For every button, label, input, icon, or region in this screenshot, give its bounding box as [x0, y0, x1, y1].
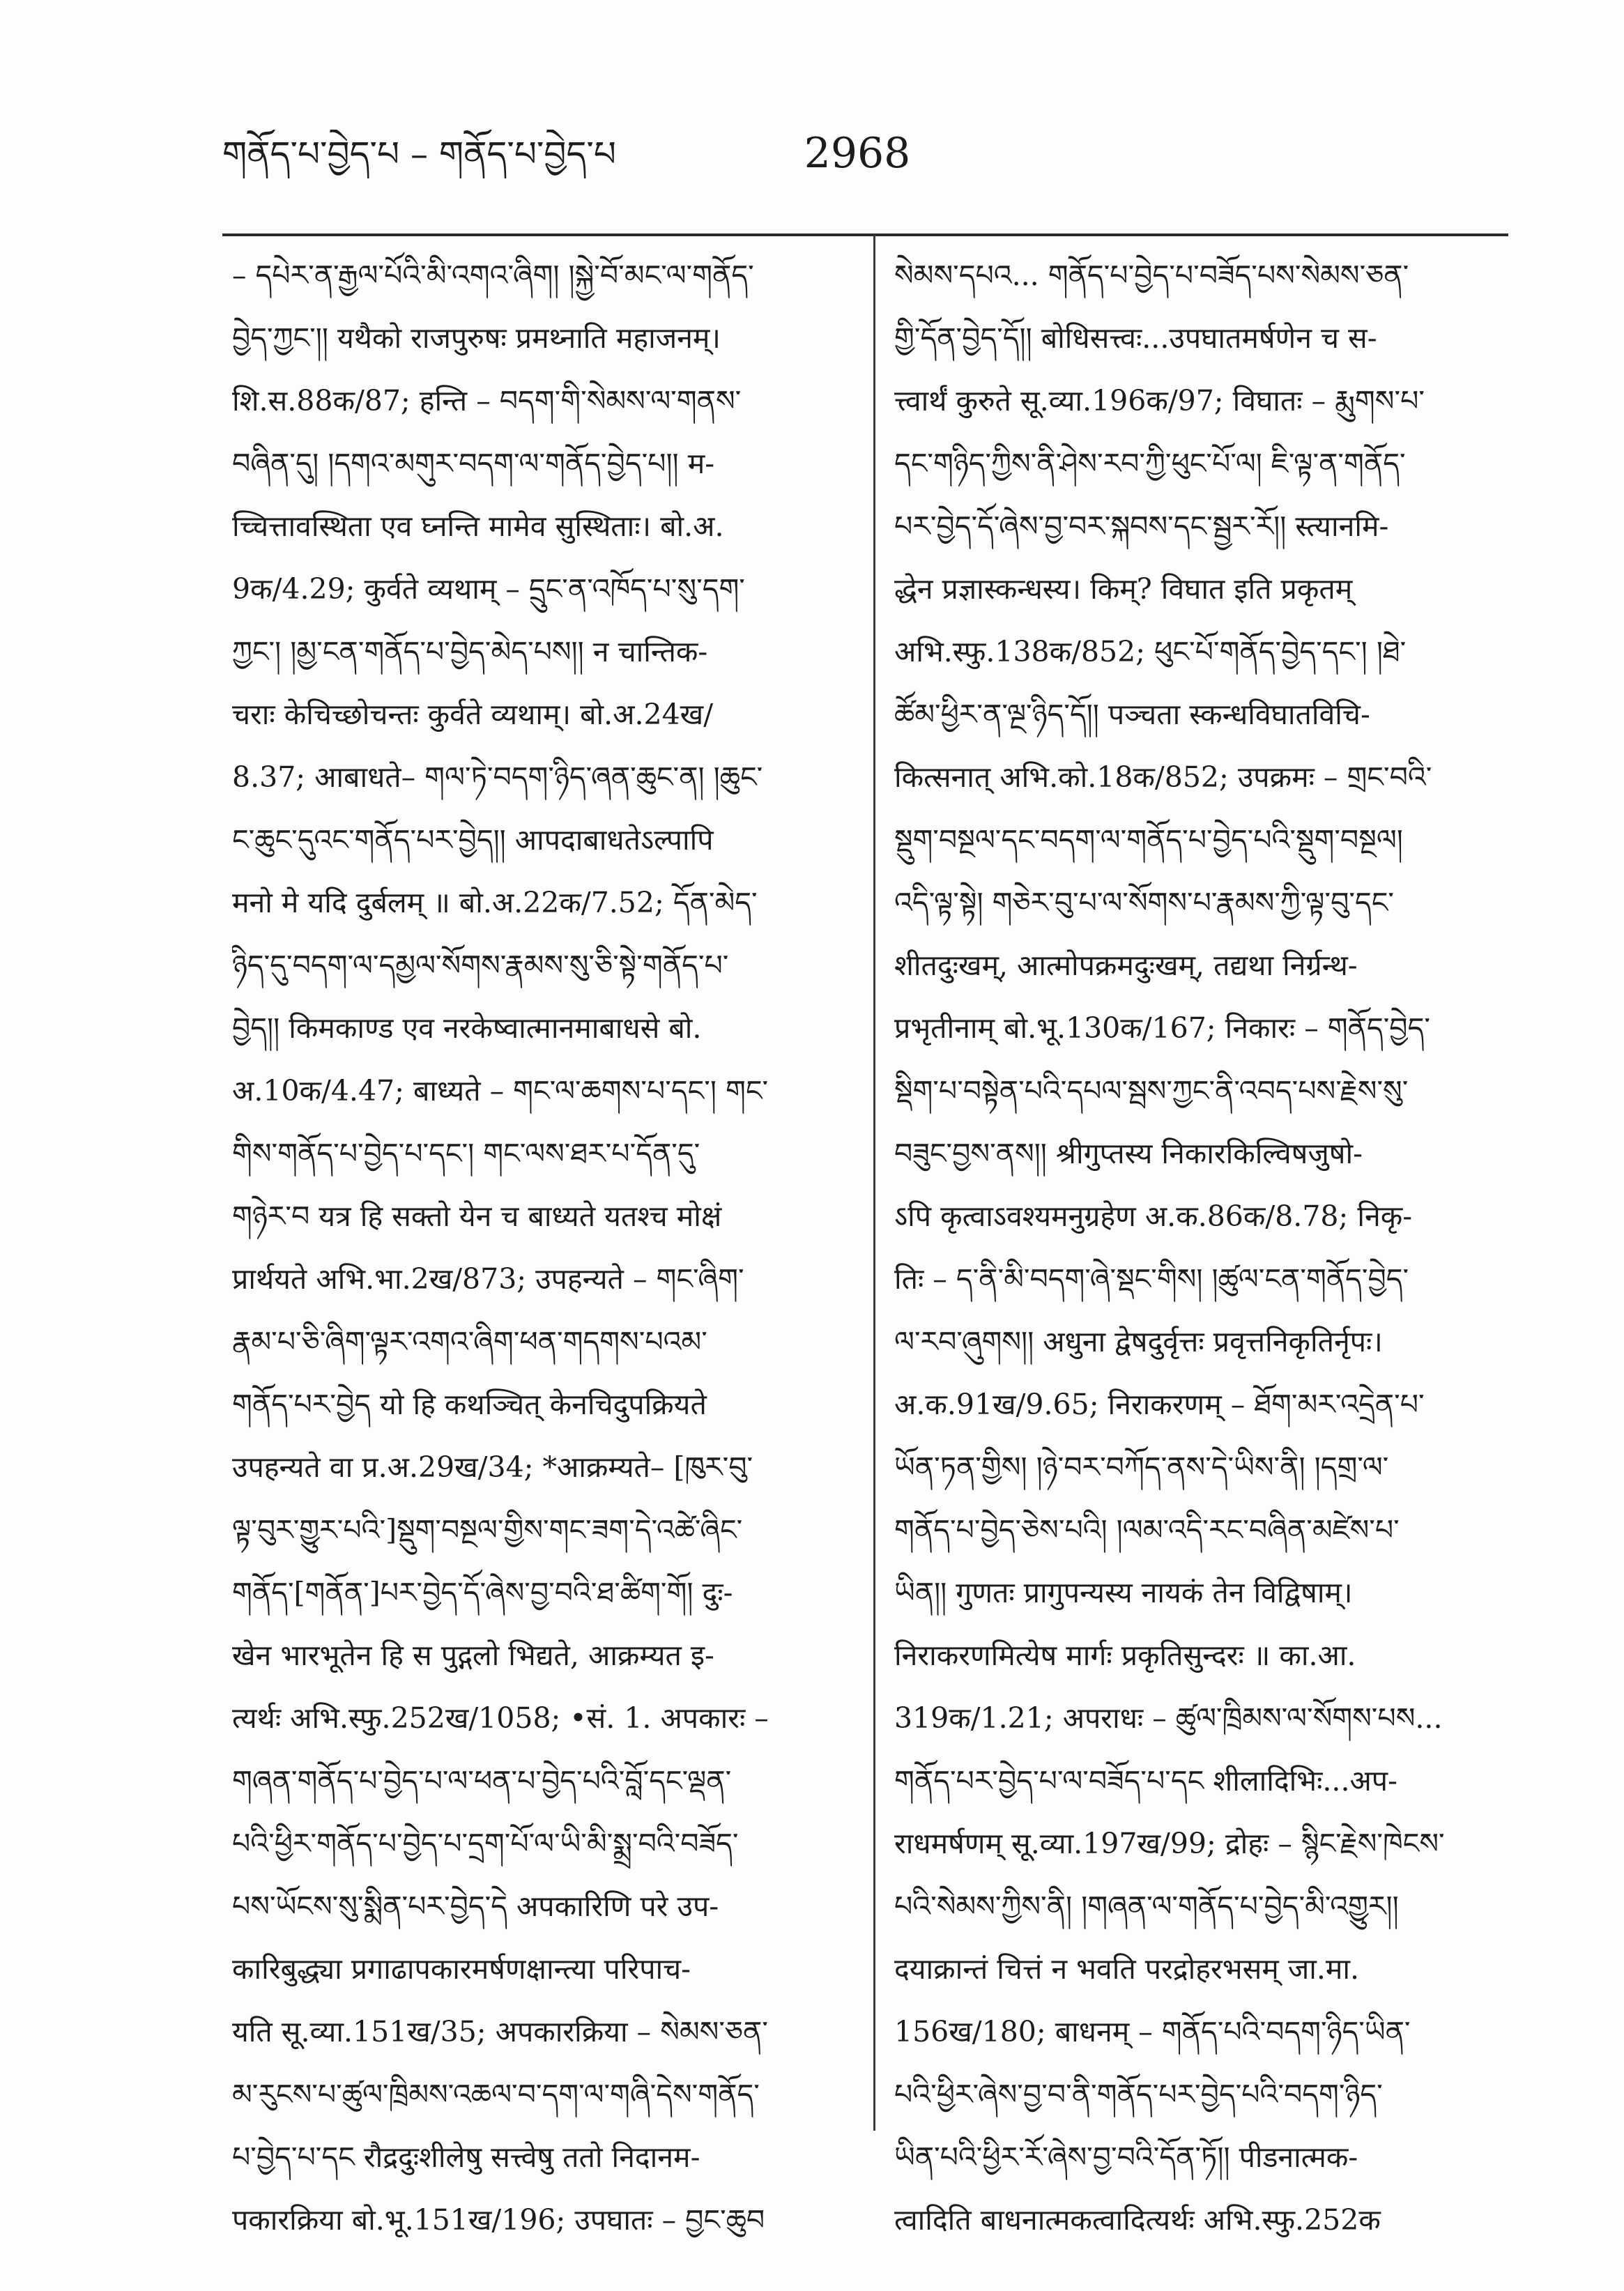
text-line: ཚོམ་ཕྱིར་ན་ལྔ་ཉིད་དོ།། पञ्चता स्कन्धविघातविचि-: [894, 698, 1370, 731]
text-line: གཉེར་བ यत्र हि सक्तो येन च बाध्यते यतश्च मोक्षं: [232, 1200, 722, 1233]
text-line: खेन भारभूतेन हि स पुद्गलो भिद्यते, आक्रम्यत इ-: [232, 1639, 714, 1672]
text-line: བཞིན་དུ། །དགའ་མགུར་བདག་ལ་གནོད་བྱེད་པ།། म-: [232, 447, 715, 480]
text-line: དང་གཉིད་ཀྱིས་ནི་ཤེས་རབ་ཀྱི་ཕུང་པོ་ལ། ཇི་ལྟ་ན་གནོད་: [894, 447, 1406, 480]
text-line: པའི་སེམས་ཀྱིས་ནི། །གཞན་ལ་གནོད་པ་བྱེད་མི་འགྱུར།།: [894, 1890, 1399, 1923]
text-line: त्त्वार्थं कुरुते सू.व्या.196क/97; विघातः – རྨུགས་པ་: [894, 384, 1425, 417]
text-line: कित्सनात् अभि.को.18क/852; उपक्रमः – གྲང་བའི་: [894, 760, 1432, 794]
text-line: यति सू.व्या.151ख/35; अपकारक्रिया – སེམས་ཅན་: [232, 2015, 768, 2048]
text-line: द्धेन प्रज्ञास्कन्धस्य। किम्? विघात इति प्रकृतम्: [894, 572, 1353, 606]
text-line: ཡིན་པའི་ཕྱིར་རོ་ཞེས་བྱ་བའི་དོན་ཏོ།། पीडनात्मक-: [894, 2140, 1358, 2174]
text-line: कारिबुद्ध्या प्रगाढापकारमर्षणक्षान्त्या परिपाच-: [232, 1952, 691, 1986]
left-column: [232, 244, 838, 2265]
text-line: ང་ཆུང་དུའང་གནོད་པར་བྱེད།། आपदाबाधतेऽल्पापि: [232, 823, 714, 857]
text-line: གིས་གནོད་པ་བྱེད་པ་དང་། གང་ལས་ཐར་པ་དོན་དུ་: [232, 1137, 700, 1170]
header-rule: [222, 233, 1508, 236]
text-line: ཀྱང་། །མྱ་ངན་གནོད་པ་བྱེད་མེད་པས།། न चान्तिक-: [232, 635, 708, 668]
text-line: པ་བྱེད་པ་དང रौद्रदुःशीलेषु सत्त्वेषु ततो निदानम-: [232, 2140, 700, 2174]
page-number: 2968: [804, 129, 911, 178]
text-line: གནོད་པ་བྱེད་ཅེས་པའི། །ལམ་འདི་རང་བཞིན་མཛེས་པ་: [894, 1513, 1400, 1547]
text-line: གནོད་པར་བྱེད यो हि कथञ्चित् केनचिदुपक्रियते: [232, 1388, 707, 1421]
text-line: གནོད་[གནོན་]པར་བྱེད་དོ་ཞེས་བྱ་བའི་ཐ་ཚིག་གོ། दुः-: [232, 1576, 733, 1609]
text-line: निराकरणमित्येष मार्गः प्रकृतिसुन्दरः ॥ का.आ.: [894, 1639, 1356, 1672]
text-line: འདི་ལྟ་སྟེ། གཅེར་བུ་པ་ལ་སོགས་པ་རྣམས་ཀྱི་ལྟ་བུ་དང་: [894, 886, 1394, 919]
text-line: པའི་ཕྱིར་གནོད་པ་བྱེད་པ་དྲག་པོ་ལ་ཡི་མི་སྨྲ་བའི་བཟོད་: [232, 1827, 739, 1860]
text-line: སེམས་དཔའ... གནོད་པ་བྱེད་པ་བཟོད་པས་སེམས་ཅན་: [894, 259, 1409, 292]
running-head: གནོད་པ་བྱེད་པ – གནོད་པ་བྱེད་པ: [222, 134, 616, 174]
text-line: སྡུག་བསྔལ་དང་བདག་ལ་གནོད་པ་བྱེད་པའི་སྡུག་བསྔལ།: [894, 823, 1403, 857]
text-line: ལ་རབ་ཞུགས།། अधुना द्वेषदुर्वृत्तः प्रवृत्तनिकृतिर्नृपः।: [894, 1325, 1383, 1358]
text-line: གཞན་གནོད་པ་བྱེད་པ་ལ་ཕན་པ་བྱེད་པའི་བློ་དང་ལྡན་: [232, 1764, 732, 1798]
text-line: उपहन्यते वा प्र.अ.29ख/34; *आक्रम्यते– [ཁུར་བུ་: [232, 1450, 753, 1484]
text-line: བཟུང་བྱས་ནས།། श्रीगुप्तस्य निकारकिल्विषजुषो-: [894, 1137, 1363, 1170]
text-line: བྱེད།། किमकाण्ड एव नरकेष्वात्मानमाबाधसे बो.: [232, 1011, 702, 1045]
text-line: प्रार्थयते अभि.भा.2ख/873; उपहन्यते – གང་ཞིག་: [232, 1262, 744, 1296]
text-line: – དཔེར་ན་རྒྱལ་པོའི་མི་འགའ་ཞིག། །སྐྱེ་བོ་མང་ལ་གནོད་: [232, 259, 754, 292]
text-line: दयाक्रान्तं चित्तं न भवति परद्रोहरभसम् जा.मा.: [894, 1952, 1360, 1986]
text-line: शि.स.88क/87; हन्ति – བདག་གི་སེམས་ལ་གནས་: [232, 384, 742, 417]
text-line: अभि.स्फु.138क/852; ཕུང་པོ་གནོད་བྱེད་དང་། །ཐེ་: [894, 635, 1407, 668]
text-line: अ.10क/4.47; बाध्यते – གང་ལ་ཆགས་པ་དང་། གང་: [232, 1074, 769, 1108]
text-line: ཡོན་ཏན་གྱིས། །ཉེ་བར་བཀོད་ནས་དེ་ཡིས་ནི། །དགྲ་ལ་: [894, 1450, 1389, 1484]
text-line: 156ख/180; बाधनम् – གནོད་པའི་བདག་ཉིད་ཡིན་: [894, 2015, 1411, 2048]
text-line: च्चित्तावस्थिता एव घ्नन्ति मामेव सुस्थिताः। बो.अ.: [232, 509, 724, 543]
text-line: राधमर्षणम् सू.व्या.197ख/99; द्रोहः – སྙིང་རྗེས་ཁེངས་: [894, 1827, 1445, 1860]
text-line: पकारक्रिया बो.भू.151ख/196; उपघातः – བྱང་ཆུབ: [232, 2203, 765, 2237]
text-line: པའི་ཕྱིར་ཞེས་བྱ་བ་ནི་གནོད་པར་བྱེད་པའི་བདག་ཉིད་: [894, 2078, 1383, 2111]
text-line: ऽपि कृत्वाऽवश्यमनुग्रहेण अ.क.86क/8.78; निकृ-: [894, 1200, 1413, 1233]
text-line: 319क/1.21; अपराधः – ཚུལ་ཁྲིམས་ལ་སོགས་པས...: [894, 1701, 1443, 1735]
text-line: ཉིད་དུ་བདག་ལ་དམྱལ་སོགས་རྣམས་སུ་ཅི་སྟེ་གནོད་པ་: [232, 949, 729, 982]
text-line: त्वादिति बाधनात्मकत्वादित्यर्थः अभि.स्फु.252क: [894, 2203, 1381, 2237]
text-line: 9क/4.29; कुर्वते व्यथाम् – དྲུང་ན་འཁོད་པ་སུ་དག་: [232, 572, 745, 606]
text-line: པས་ཡོངས་སུ་སྨིན་པར་བྱེད་དེ अपकारिणि परे उप-: [232, 1890, 719, 1923]
text-line: त्यर्थः अभि.स्फु.252ख/1058; •सं. 1. अपकारः –: [232, 1701, 769, 1735]
text-line: རྣམ་པ་ཅི་ཞིག་ལྟར་འགའ་ཞིག་ཕན་གདགས་པའམ་: [232, 1325, 707, 1358]
column-divider: [873, 235, 875, 2131]
text-line: प्रभृतीनाम् बो.भू.130क/167; निकारः – གནོད་བྱེད་: [894, 1011, 1430, 1045]
text-line: སྡིག་པ་བསྟེན་པའི་དཔལ་སྦས་ཀྱང་ནི་འབད་པས་རྗེས་སུ་: [894, 1074, 1409, 1108]
text-line: བྱེད་ཀྱང་།། यथैको राजपुरुषः प्रमथ्नाति महाजनम्।: [232, 321, 721, 355]
text-line: གནོད་པར་བྱེད་པ་ལ་བཟོད་པ་དང शीलादिभिः...अप-: [894, 1764, 1397, 1798]
text-line: པར་བྱེད་དོ་ཞེས་བྱ་བར་སྐབས་དང་སྦྱར་རོ།། स्त्यानमि-: [894, 509, 1389, 543]
text-line: शीतदुःखम्, आत्मोपक्रमदुःखम्, तद्यथा निर्ग्रन्थ-: [894, 949, 1358, 982]
text-line: तिः – ད་ནི་མི་བདག་ཞེ་སྡང་གིས། །ཚུལ་ངན་གནོད་བྱེད་: [894, 1262, 1409, 1296]
text-line: མ་རུངས་པ་ཚུལ་ཁྲིམས་འཆལ་བ་དག་ལ་གཞི་དེས་གནོད་: [232, 2078, 760, 2111]
text-line: अ.क.91ख/9.65; निराकरणम् – ཐོག་མར་འདྲེན་པ་: [894, 1388, 1425, 1421]
text-line: चराः केचिच्छोचन्तः कुर्वते व्यथाम्। बो.अ.24ख/: [232, 698, 714, 731]
text-line: मनो मे यदि दुर्बलम् ॥ बो.अ.22क/7.52; དོན་མེད་: [232, 886, 758, 919]
text-line: ཡིན།། गुणतः प्रागुपन्यस्य नायकं तेन विद्विषाम्।: [894, 1576, 1353, 1609]
right-column: [894, 244, 1511, 2265]
text-line: གྱི་དོན་བྱེད་དོ།། बोधिसत्त्वः...उपघातमर्षणेन च स-: [894, 321, 1377, 355]
text-line: 8.37; आबाधते– གལ་ཏེ་བདག་ཉིད་ཞན་ཆུང་ན། །ཆུང་: [232, 760, 763, 794]
text-line: ལྟ་བུར་གྱུར་པའི་]སྡུག་བསྔལ་གྱིས་གང་ཟག་དེ་འཚེ་ཞིང་: [232, 1513, 743, 1547]
